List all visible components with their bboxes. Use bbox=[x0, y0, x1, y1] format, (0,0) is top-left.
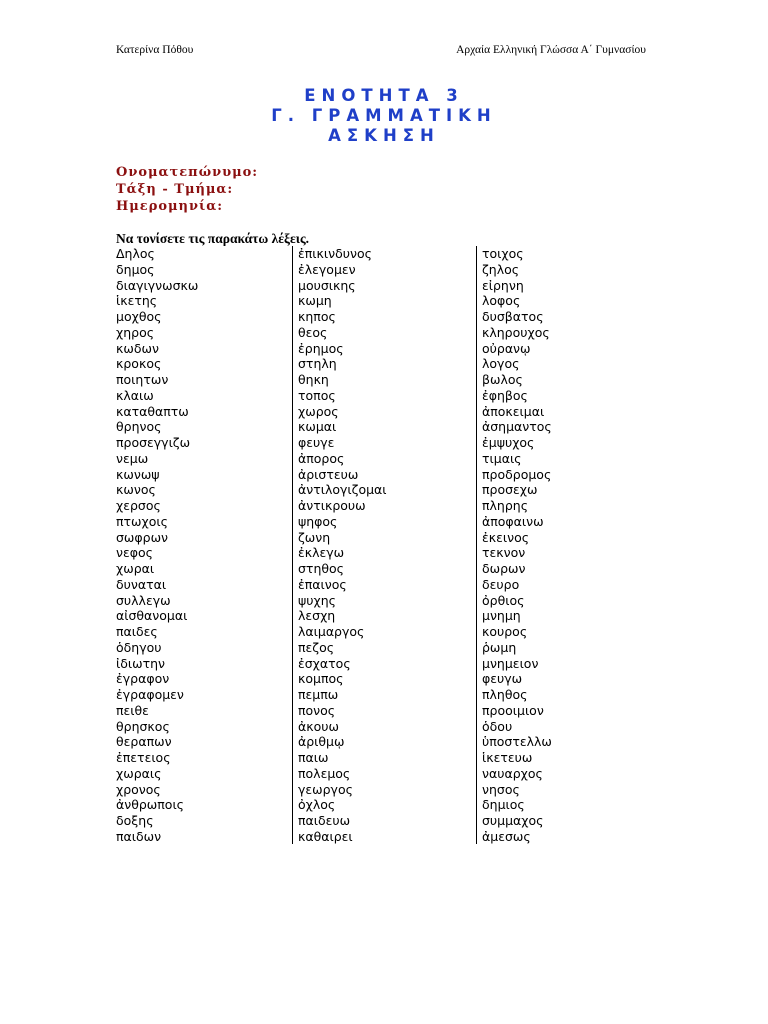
word-item: ὑποστελλω bbox=[482, 734, 552, 750]
name-field-label: Ονοματεπώνυμο: bbox=[116, 165, 259, 180]
word-item: κομπος bbox=[298, 671, 344, 687]
word-item: λοφος bbox=[482, 293, 521, 309]
word-item: πεμπω bbox=[298, 687, 339, 702]
word-item: νεμω bbox=[116, 450, 149, 466]
word-item: ἀκουω bbox=[298, 718, 339, 734]
word-item: θρησκος bbox=[116, 718, 170, 734]
word-item: ὁδου bbox=[482, 718, 513, 734]
word-column-3 bbox=[482, 246, 552, 845]
word-item: δημιος bbox=[482, 797, 525, 813]
word-item: παιδων bbox=[116, 828, 162, 844]
title-section: Γ. ΓΡΑΜΜΑΤΙΚΗ bbox=[271, 106, 497, 125]
word-item: καταθαπτω bbox=[116, 403, 189, 419]
word-item: ζωνη bbox=[298, 529, 331, 545]
word-item: γεωργος bbox=[298, 781, 353, 797]
word-item: κλαιω bbox=[116, 387, 154, 403]
word-item: δυσβατος bbox=[482, 309, 544, 324]
word-item: προσεχω bbox=[482, 482, 538, 498]
column-divider bbox=[292, 246, 293, 844]
word-item: χερσος bbox=[116, 498, 161, 513]
word-item: Δηλος bbox=[116, 246, 155, 261]
word-item: δυναται bbox=[116, 576, 167, 592]
word-item: ναυαρχος bbox=[482, 765, 543, 781]
word-item: θεραπων bbox=[116, 734, 172, 750]
word-item: ἐσχατος bbox=[298, 655, 351, 671]
word-item: τιμαις bbox=[482, 450, 522, 466]
word-item: διαγιγνωσκω bbox=[116, 277, 199, 293]
word-item: παιδευω bbox=[298, 813, 351, 828]
word-item: καθαιρει bbox=[298, 828, 353, 844]
word-item: ἀμεσως bbox=[482, 828, 531, 844]
word-item: κωμη bbox=[298, 293, 332, 309]
title-unit: ΕΝΟΤΗΤΑ 3 bbox=[304, 86, 464, 105]
word-item: ὁδηγου bbox=[116, 639, 162, 655]
word-item: πονος bbox=[298, 702, 336, 718]
word-item: παιω bbox=[298, 750, 329, 765]
word-item: ἀντικρουω bbox=[298, 498, 366, 513]
word-item: θεος bbox=[298, 324, 328, 340]
word-item: λογος bbox=[482, 356, 520, 372]
word-item: ἀποφαινω bbox=[482, 513, 544, 529]
word-item: μνημη bbox=[482, 608, 521, 624]
student-fields bbox=[116, 164, 258, 215]
word-item: ἀποκειμαι bbox=[482, 403, 545, 419]
word-item: κωνος bbox=[116, 482, 156, 498]
word-item: πληρης bbox=[482, 498, 529, 513]
word-item: κληρουχος bbox=[482, 324, 550, 340]
word-item: μουσικης bbox=[298, 277, 356, 293]
word-item: ζηλος bbox=[482, 261, 520, 277]
word-item: ἱκετευω bbox=[482, 750, 533, 765]
word-item: ψηφος bbox=[298, 513, 338, 529]
word-item: ἀπορος bbox=[298, 450, 345, 466]
word-item: συμμαχος bbox=[482, 813, 544, 828]
word-item: ποιητων bbox=[116, 372, 169, 387]
word-item: ἐγραφομεν bbox=[116, 687, 184, 702]
word-item: χωραι bbox=[116, 561, 155, 576]
header-author: Κατερίνα Πόθου bbox=[116, 44, 194, 56]
word-item: κηπος bbox=[298, 309, 336, 324]
header-course: Αρχαία Ελληνική Γλώσσα Α΄ Γυμνασίου bbox=[456, 44, 646, 56]
word-item: ἐγραφον bbox=[116, 671, 170, 687]
word-item: παιδες bbox=[116, 624, 158, 639]
word-item: δοξης bbox=[116, 813, 154, 828]
word-column-2 bbox=[298, 246, 387, 845]
word-item: ἐκλεγω bbox=[298, 545, 345, 561]
word-item: στηλη bbox=[298, 356, 337, 372]
word-item: κωμαι bbox=[298, 419, 337, 435]
word-item: δωρων bbox=[482, 561, 526, 576]
word-item: ψυχης bbox=[298, 592, 336, 608]
word-item: ῥωμη bbox=[482, 639, 517, 655]
word-item: μοχθος bbox=[116, 309, 162, 324]
word-item: ὀρθιος bbox=[482, 592, 525, 608]
word-item: φευγω bbox=[482, 671, 523, 687]
word-item: ἐπαινος bbox=[298, 576, 347, 592]
word-item: προοιμιον bbox=[482, 702, 544, 718]
word-item: τοπος bbox=[298, 387, 336, 403]
word-item: μνημειον bbox=[482, 655, 539, 671]
word-item: ἐφηβος bbox=[482, 387, 528, 403]
word-item: λεσχη bbox=[298, 608, 336, 624]
word-item: κωδων bbox=[116, 340, 159, 356]
word-item: κροκος bbox=[116, 356, 162, 372]
word-item: ἰδιωτην bbox=[116, 655, 166, 671]
word-item: ἐλεγομεν bbox=[298, 261, 356, 277]
word-item: στηθος bbox=[298, 561, 345, 576]
word-item: νησος bbox=[482, 781, 520, 797]
word-item: χηρος bbox=[116, 324, 155, 340]
word-item: ἐρημος bbox=[298, 340, 344, 356]
word-item: κωνωψ bbox=[116, 466, 160, 482]
word-item: ἀνθρωποις bbox=[116, 797, 185, 813]
word-item: πολεμος bbox=[298, 765, 351, 781]
word-item: πεζος bbox=[298, 639, 335, 655]
word-item: πτωχοις bbox=[116, 513, 168, 529]
word-item: προδρομος bbox=[482, 466, 552, 482]
word-column-1 bbox=[116, 246, 198, 845]
word-item: βωλος bbox=[482, 372, 523, 387]
word-item: ὀχλος bbox=[298, 797, 336, 813]
word-item: λαιμαργος bbox=[298, 624, 365, 639]
word-item: τεκνον bbox=[482, 545, 526, 561]
word-item: αἰσθανομαι bbox=[116, 608, 188, 624]
title-exercise: ΑΣΚΗΣΗ bbox=[328, 126, 440, 145]
word-item: οὐρανῳ bbox=[482, 340, 531, 356]
word-item: χωρος bbox=[298, 403, 339, 419]
word-item: τοιχος bbox=[482, 246, 524, 261]
word-item: ἐμψυχος bbox=[482, 435, 535, 450]
date-field-label: Ημερομηνία: bbox=[116, 199, 224, 214]
word-item: ἐπικινδυνος bbox=[298, 246, 372, 261]
word-item: κουρος bbox=[482, 624, 528, 639]
word-item: δημος bbox=[116, 261, 155, 277]
word-item: συλλεγω bbox=[116, 592, 171, 608]
word-item: ἐκεινος bbox=[482, 529, 530, 545]
word-item: σωφρων bbox=[116, 529, 169, 545]
word-item: ἐπετειος bbox=[116, 750, 171, 765]
word-item: ἀριστευω bbox=[298, 466, 359, 482]
word-item: νεφος bbox=[116, 545, 153, 561]
word-item: φευγε bbox=[298, 435, 335, 450]
word-item: θρηνος bbox=[116, 419, 162, 435]
word-item: ἀσημαντος bbox=[482, 419, 552, 435]
word-item: χρονος bbox=[116, 781, 161, 797]
word-item: ἀντιλογιζομαι bbox=[298, 482, 387, 498]
word-item: χωραις bbox=[116, 765, 162, 781]
column-divider bbox=[476, 246, 477, 844]
word-item: δευρο bbox=[482, 576, 520, 592]
word-item: θηκη bbox=[298, 372, 329, 387]
word-item: εἰρηνη bbox=[482, 277, 524, 293]
class-field-label: Τάξη - Τμήμα: bbox=[116, 182, 234, 197]
title-block bbox=[0, 86, 768, 146]
word-item: προσεγγιζω bbox=[116, 435, 191, 450]
word-item: πληθος bbox=[482, 687, 528, 702]
word-item: ἀριθμῳ bbox=[298, 734, 345, 750]
word-item: ἱκετης bbox=[116, 293, 158, 309]
instruction-text: Να τονίσετε τις παρακάτω λέξεις. bbox=[116, 231, 310, 246]
word-item: πειθε bbox=[116, 702, 149, 718]
